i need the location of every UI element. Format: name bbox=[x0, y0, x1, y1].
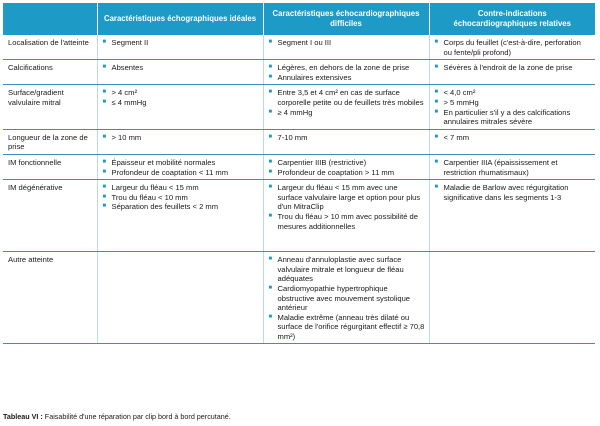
bullet-icon: ■ bbox=[268, 64, 273, 71]
list-item bbox=[269, 212, 425, 231]
list-item bbox=[269, 108, 425, 118]
bullet-icon: ■ bbox=[434, 64, 439, 71]
table-row bbox=[3, 180, 595, 252]
list-item-text: ≤ 4 mmHg bbox=[111, 97, 147, 107]
table-cell bbox=[263, 252, 429, 344]
list-item bbox=[435, 63, 592, 73]
bullet-list bbox=[435, 88, 592, 126]
bullet-icon: ■ bbox=[268, 168, 273, 175]
list-item bbox=[103, 38, 259, 48]
list-item bbox=[435, 88, 592, 98]
table-cell bbox=[97, 85, 263, 129]
row-label: IM fonctionnelle bbox=[3, 154, 97, 179]
table-cell bbox=[97, 154, 263, 179]
bullet-icon: ■ bbox=[434, 184, 439, 191]
list-item-text: < 4,0 cm² bbox=[443, 88, 476, 98]
bullet-icon: ■ bbox=[434, 158, 439, 165]
table-cell bbox=[263, 129, 429, 154]
list-item bbox=[435, 133, 592, 143]
bullet-icon: ■ bbox=[102, 184, 107, 191]
caption-label: Tableau VI : bbox=[3, 412, 43, 421]
table-row bbox=[3, 60, 595, 85]
list-item-text: Absentes bbox=[111, 63, 144, 73]
bullet-icon: ■ bbox=[102, 98, 107, 105]
bullet-icon: ■ bbox=[434, 98, 439, 105]
bullet-list bbox=[103, 183, 259, 212]
bullet-list bbox=[435, 38, 592, 57]
bullet-icon: ■ bbox=[102, 89, 107, 96]
row-label: Autre atteinte bbox=[3, 252, 97, 344]
table-cell bbox=[263, 35, 429, 60]
list-item-text: > 10 mm bbox=[111, 132, 142, 142]
list-item-text: Épaisseur et mobilité normales bbox=[111, 157, 216, 167]
bullet-icon: ■ bbox=[268, 89, 273, 96]
list-item bbox=[435, 98, 592, 108]
list-item-text: Annulaires extensives bbox=[277, 72, 352, 82]
table-cell bbox=[429, 60, 595, 85]
table-cell bbox=[97, 60, 263, 85]
bullet-icon: ■ bbox=[434, 133, 439, 140]
bullet-list bbox=[269, 255, 425, 341]
header-row bbox=[3, 3, 595, 35]
list-item-text: En particulier s'il y a des calcifications annulaires mitrales sévère bbox=[443, 107, 571, 127]
table-cell bbox=[429, 85, 595, 129]
list-item-text: Anneau d'annuloplastie avec surface valvulaire mitrale et longueur de fléau adéquates bbox=[277, 255, 404, 284]
bullet-list bbox=[435, 63, 592, 73]
list-item bbox=[269, 313, 425, 342]
table-row bbox=[3, 154, 595, 179]
list-item-text: Largeur du fléau < 15 mm avec une surface valvulaire large et option pour plus d'un MitraClip bbox=[277, 183, 421, 212]
table-cell bbox=[429, 129, 595, 154]
row-label: Calcifications bbox=[3, 60, 97, 85]
list-item bbox=[435, 108, 592, 127]
bullet-icon: ■ bbox=[268, 133, 273, 140]
bullet-icon: ■ bbox=[434, 39, 439, 45]
list-item-text: Maladie extrême (anneau très dilaté ou surface de l'orifice régurgitant effectif ≥ 70,8 mm²) bbox=[277, 312, 425, 341]
table-cell bbox=[97, 129, 263, 154]
table-cell bbox=[429, 180, 595, 252]
bullet-list bbox=[435, 158, 592, 177]
list-item bbox=[103, 183, 259, 193]
bullet-list bbox=[103, 63, 259, 73]
list-item bbox=[269, 255, 425, 284]
bullet-icon: ■ bbox=[268, 284, 273, 291]
table-cell bbox=[97, 35, 263, 60]
table-caption bbox=[3, 412, 231, 421]
list-item-text: Largeur du fléau < 15 mm bbox=[111, 183, 199, 193]
list-item-text: Profondeur de coaptation > 11 mm bbox=[277, 167, 395, 177]
list-item-text: Segment I ou III bbox=[277, 38, 332, 47]
bullet-icon: ■ bbox=[268, 39, 273, 45]
list-item bbox=[103, 63, 259, 73]
bullet-list bbox=[103, 133, 259, 143]
bullet-list bbox=[269, 88, 425, 117]
table-row bbox=[3, 85, 595, 129]
list-item-text: Légères, en dehors de la zone de prise bbox=[277, 63, 410, 73]
bullet-icon: ■ bbox=[268, 73, 273, 80]
bullet-list bbox=[435, 183, 592, 202]
bullet-icon: ■ bbox=[268, 256, 273, 263]
bullet-list bbox=[103, 158, 259, 177]
bullet-list bbox=[435, 133, 592, 143]
table-cell bbox=[429, 252, 595, 344]
table-cell bbox=[263, 85, 429, 129]
bullet-icon: ■ bbox=[102, 193, 107, 200]
bullet-icon: ■ bbox=[102, 168, 107, 175]
list-item bbox=[435, 38, 592, 57]
bullet-list bbox=[269, 38, 425, 48]
list-item-text: Cardiomyopathie hypertrophique obstructive avec mouvement systolique antérieur bbox=[277, 283, 411, 313]
bullet-list bbox=[269, 183, 425, 231]
list-item bbox=[103, 158, 259, 168]
header-cell-empty bbox=[3, 3, 97, 35]
list-item-text: Profondeur de coaptation < 11 mm bbox=[111, 167, 229, 177]
list-item-text: Trou du fléau < 10 mm bbox=[111, 192, 188, 202]
list-item bbox=[269, 133, 425, 143]
list-item-text: 7-10 mm bbox=[277, 132, 308, 142]
list-item-text: Sévères à l'endroit de la zone de prise bbox=[443, 63, 573, 73]
list-item-text: Trou du fléau > 10 mm avec possibilité de mesures additionnelles bbox=[277, 211, 418, 231]
table-cell bbox=[97, 252, 263, 344]
bullet-icon: ■ bbox=[268, 184, 273, 191]
list-item-text: < 7 mm bbox=[443, 132, 470, 142]
bullet-icon: ■ bbox=[268, 313, 273, 320]
list-item bbox=[435, 158, 592, 177]
bullet-icon: ■ bbox=[102, 158, 107, 165]
table-cell bbox=[263, 60, 429, 85]
row-label: IM dégénérative bbox=[3, 180, 97, 252]
header-ideal: Caractéristiques échographiques idéales bbox=[97, 3, 263, 35]
row-label: Longueur de la zone de prise bbox=[3, 129, 97, 154]
table-cell bbox=[263, 154, 429, 179]
list-item bbox=[103, 98, 259, 108]
list-item-text: Segment II bbox=[111, 38, 149, 47]
row-label: Surface/gradient valvulaire mitral bbox=[3, 85, 97, 129]
list-item bbox=[269, 158, 425, 168]
list-item bbox=[269, 284, 425, 313]
bullet-list bbox=[103, 88, 259, 107]
list-item bbox=[103, 193, 259, 203]
list-item-text: Corps du feuillet (c'est-à-dire, perforation ou fente/pli profond) bbox=[443, 38, 581, 57]
header-difficult: Caractéristiques échocardiographiques difficiles bbox=[263, 3, 429, 35]
feasibility-table bbox=[3, 3, 595, 344]
caption-text: Faisabilité d'une réparation par clip bord à bord percutané. bbox=[42, 412, 231, 421]
bullet-list bbox=[269, 158, 425, 177]
table-cell bbox=[429, 154, 595, 179]
list-item bbox=[269, 183, 425, 212]
table-row bbox=[3, 129, 595, 154]
bullet-icon: ■ bbox=[434, 89, 439, 96]
list-item-text: Carpentier IIIA (épaississement et restriction rhumatismaux) bbox=[443, 157, 558, 177]
list-item-text: Séparation des feuillets < 2 mm bbox=[111, 202, 219, 212]
table-cell bbox=[429, 35, 595, 60]
bullet-icon: ■ bbox=[102, 133, 107, 140]
bullet-icon: ■ bbox=[434, 108, 439, 115]
bullet-icon: ■ bbox=[102, 64, 107, 71]
list-item bbox=[435, 183, 592, 202]
list-item-text: Entre 3,5 et 4 cm² en cas de surface corporelle petite ou de feuillets très mobiles bbox=[277, 88, 424, 107]
table-body bbox=[3, 35, 595, 344]
list-item bbox=[103, 133, 259, 143]
table-cell bbox=[263, 180, 429, 252]
list-item bbox=[269, 63, 425, 73]
list-item bbox=[103, 202, 259, 212]
list-item-text: ≥ 4 mmHg bbox=[277, 107, 313, 117]
list-item-text: Carpentier IIIB (restrictive) bbox=[277, 157, 367, 167]
bullet-icon: ■ bbox=[102, 203, 107, 210]
list-item bbox=[269, 73, 425, 83]
bullet-list bbox=[269, 63, 425, 82]
list-item-text: > 4 cm² bbox=[111, 88, 138, 98]
list-item bbox=[103, 168, 259, 178]
bullet-icon: ■ bbox=[102, 39, 107, 45]
bullet-icon: ■ bbox=[268, 108, 273, 115]
bullet-icon: ■ bbox=[268, 212, 273, 219]
list-item bbox=[269, 168, 425, 178]
table-header bbox=[3, 3, 595, 35]
table-row bbox=[3, 35, 595, 60]
table-row bbox=[3, 252, 595, 344]
list-item bbox=[269, 38, 425, 48]
table-cell bbox=[97, 180, 263, 252]
bullet-list bbox=[103, 38, 259, 48]
header-contraindications: Contre-indications échocardiographiques relatives bbox=[429, 3, 595, 35]
list-item bbox=[269, 88, 425, 107]
row-label: Localisation de l'atteinte bbox=[3, 35, 97, 60]
list-item-text: Maladie de Barlow avec régurgitation significative dans les segments 1-3 bbox=[443, 183, 569, 202]
list-item-text: > 5 mmHg bbox=[443, 97, 479, 107]
list-item bbox=[103, 88, 259, 98]
bullet-icon: ■ bbox=[268, 158, 273, 165]
bullet-list bbox=[269, 133, 425, 143]
